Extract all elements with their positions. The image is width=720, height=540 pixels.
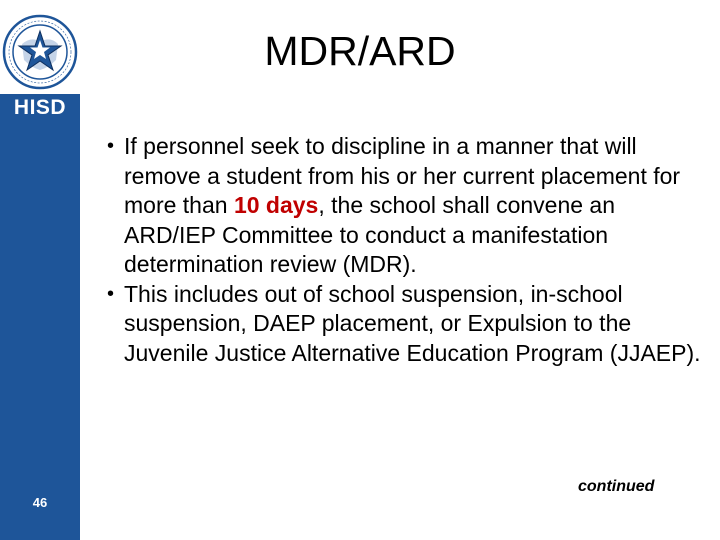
bullet-item — [107, 132, 704, 280]
continued-note: continued — [578, 478, 655, 495]
hisd-label: HISD — [13, 96, 67, 119]
bullet-dot: • — [107, 282, 115, 305]
page-number: 46 — [32, 495, 48, 510]
highlight-10-days: 10 days — [233, 192, 319, 218]
bullet-text: If personnel seek to discipline in a manner that will remove a student from his or her current placement for more than 10 days, the school shall convene an ARD/IEP Committee to conduct a manifestation determination review (MDR). — [124, 133, 681, 277]
bullet-list — [107, 132, 704, 368]
bullet-item — [107, 280, 704, 369]
slide-title: MDR/ARD — [264, 28, 456, 74]
bullet-text: This includes out of school suspension, in-school suspension, DAEP placement, or Expulsion to the Juvenile Justice Alternative Education Program (JJAEP). — [124, 280, 701, 366]
seal-icon — [2, 14, 78, 90]
sidebar — [0, 0, 80, 540]
bullet-dot: • — [107, 135, 115, 157]
district-logo — [0, 0, 80, 94]
